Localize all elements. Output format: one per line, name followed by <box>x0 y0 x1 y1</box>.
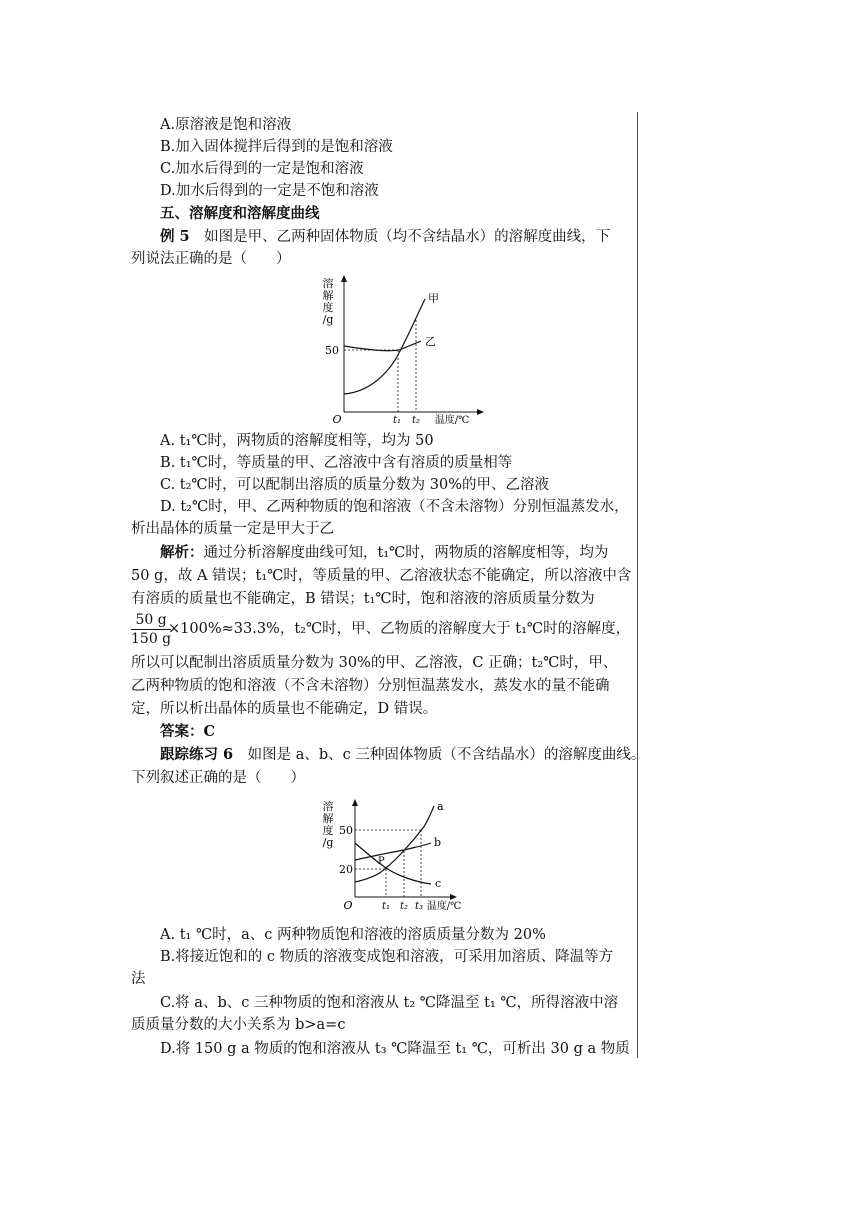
analysis-line-7: 定，所以析出晶体的质量也不能确定，D 错误。 <box>131 701 438 717</box>
chart2-ylabel-4: /g <box>322 836 334 849</box>
q4-option-c: C.加水后得到的一定是饱和溶液 <box>160 161 364 177</box>
analysis-line-4: ×100%≈33.3%，t₂℃时，甲、乙物质的溶解度大于 t₁℃时的溶解度， <box>168 621 631 637</box>
practice-6-stem-2: 下列叙述正确的是（ ） <box>131 770 305 786</box>
chart1-xlabel: 温度/℃ <box>434 415 470 426</box>
q4-option-b: B.加入固体搅拌后得到的是饱和溶液 <box>160 139 393 155</box>
chart1-ylabel-3: 度 <box>322 301 334 314</box>
q4-option-a: A.原溶液是饱和溶液 <box>160 117 292 133</box>
chart2-series-a: a <box>437 800 444 813</box>
solubility-chart-1 <box>315 272 495 430</box>
chart2-ylabel-1: 溶 <box>322 800 334 813</box>
chart2-xtick-t3: t₃ <box>414 901 424 912</box>
practice-6-option-b: B.将接近饱和的 c 物质的溶液变成饱和溶液，可采用加溶质、降温等方 <box>160 949 614 965</box>
practice-6-label: 跟踪练习 6 <box>160 746 234 763</box>
chart2-ylabel-2: 解 <box>322 812 334 825</box>
practice-6-option-c: C.将 a、b、c 三种物质的饱和溶液从 t₂ ℃降温至 t₁ ℃，所得溶液中溶 <box>160 995 619 1011</box>
chart2-curve-b <box>355 843 431 860</box>
chart1-x-arrow <box>477 409 484 415</box>
chart2-xtick-t2: t₂ <box>399 901 409 912</box>
chart1-curve-jia <box>344 299 425 394</box>
analysis-line-2: 50 g，故 A 错误；t₁℃时，等质量的甲、乙溶液状态不能确定，所以溶液中含 <box>131 568 632 584</box>
practice-6-stem <box>160 744 645 766</box>
chart2-series-b: b <box>434 836 442 849</box>
chart1-ylabel-1: 溶 <box>322 277 334 290</box>
analysis-line-3: 有溶质的质量也不能确定，B 错误；t₁℃时，饱和溶液的溶质质量分数为 <box>131 591 595 607</box>
solubility-chart-2 <box>318 796 468 920</box>
practice-6-option-d: D.将 150 g a 物质的饱和溶液从 t₃ ℃降温至 t₁ ℃，可析出 30 g a 物质 <box>160 1041 630 1057</box>
analysis-line-6: 乙两种物质的饱和溶液（不含未溶物）分别恒温蒸发水，蒸发水的量不能确 <box>131 678 610 694</box>
example-5-option-d-cont: 析出晶体的质量一定是甲大于乙 <box>131 521 334 537</box>
example-5-option-c: C. t₂℃时，可以配制出溶质的质量分数为 30%的甲、乙溶液 <box>160 477 549 493</box>
fraction-denominator: 150 g <box>131 631 172 647</box>
chart2-y-label <box>323 799 334 849</box>
chart1-curve-yi <box>344 341 421 351</box>
example-5-stem-2: 列说法正确的是（ ） <box>131 251 291 267</box>
chart2-x-arrow <box>450 894 457 900</box>
chart2-series-c: c <box>435 877 442 890</box>
chart1-xtick-t2: t₂ <box>411 415 421 426</box>
analysis-line-1 <box>160 542 608 564</box>
q4-option-d: D.加水后得到的一定是不饱和溶液 <box>160 183 379 199</box>
analysis-text-1: 通过分析溶解度曲线可知，t₁℃时，两物质的溶解度相等，均为 <box>203 545 609 561</box>
practice-6-stem-text: 如图是 a、b、c 三种固体物质（不含结晶水）的溶解度曲线。 <box>247 747 646 763</box>
chart1-y-label <box>323 276 334 326</box>
example-5-option-a: A. t₁℃时，两物质的溶解度相等，均为 50 <box>160 433 434 449</box>
chart1-ylabel-4: /g <box>322 313 334 326</box>
chart2-point-p: P <box>378 856 385 867</box>
analysis-label: 解析： <box>160 544 204 561</box>
chart1-y-arrow <box>341 275 347 282</box>
answer: 答案：C <box>160 723 216 740</box>
example-5-label: 例 5 <box>160 228 190 245</box>
chart2-ytick-20: 20 <box>339 863 353 876</box>
chart1-ylabel-2: 解 <box>322 289 334 302</box>
column-rule <box>637 112 638 1058</box>
practice-6-option-b-cont: 法 <box>131 971 146 987</box>
example-5-option-b: B. t₁℃时，等质量的甲、乙溶液中含有溶质的质量相等 <box>160 455 513 471</box>
practice-6-option-c-cont: 质质量分数的大小关系为 b>a=c <box>131 1017 346 1033</box>
chart2-curve-a <box>355 806 434 882</box>
section-title: 五、溶解度和溶解度曲线 <box>160 205 320 222</box>
example-5-stem <box>160 226 610 248</box>
practice-6-option-a: A. t₁ ℃时，a、c 两种物质饱和溶液的溶质质量分数为 20% <box>160 927 546 943</box>
analysis-line-5: 所以可以配制出溶质质量分数为 30%的甲、乙溶液，C 正确；t₂℃时，甲、 <box>131 655 618 671</box>
chart2-origin: O <box>343 899 353 912</box>
chart1-ytick-50: 50 <box>325 344 339 357</box>
chart1-xtick-t1: t₁ <box>392 415 402 426</box>
chart2-curve-c <box>355 843 431 884</box>
example-5-option-d: D. t₂℃时，甲、乙两种物质的饱和溶液（不含未溶物）分别恒温蒸发水， <box>160 499 629 515</box>
chart2-xlabel: 温度/℃ <box>426 901 462 912</box>
analysis-fraction <box>131 611 171 648</box>
chart1-series-jia: 甲 <box>428 292 439 305</box>
fraction-numerator: 50 g <box>131 611 171 630</box>
chart2-ytick-50: 50 <box>339 824 353 837</box>
example-5-stem-text: 如图是甲、乙两种固体物质（均不含结晶水）的溶解度曲线，下 <box>204 229 611 245</box>
chart2-y-arrow <box>352 799 358 806</box>
chart1-origin: O <box>332 413 342 426</box>
chart2-xtick-t1: t₁ <box>381 901 391 912</box>
chart2-ylabel-3: 度 <box>322 824 334 837</box>
chart1-series-yi: 乙 <box>425 335 436 348</box>
